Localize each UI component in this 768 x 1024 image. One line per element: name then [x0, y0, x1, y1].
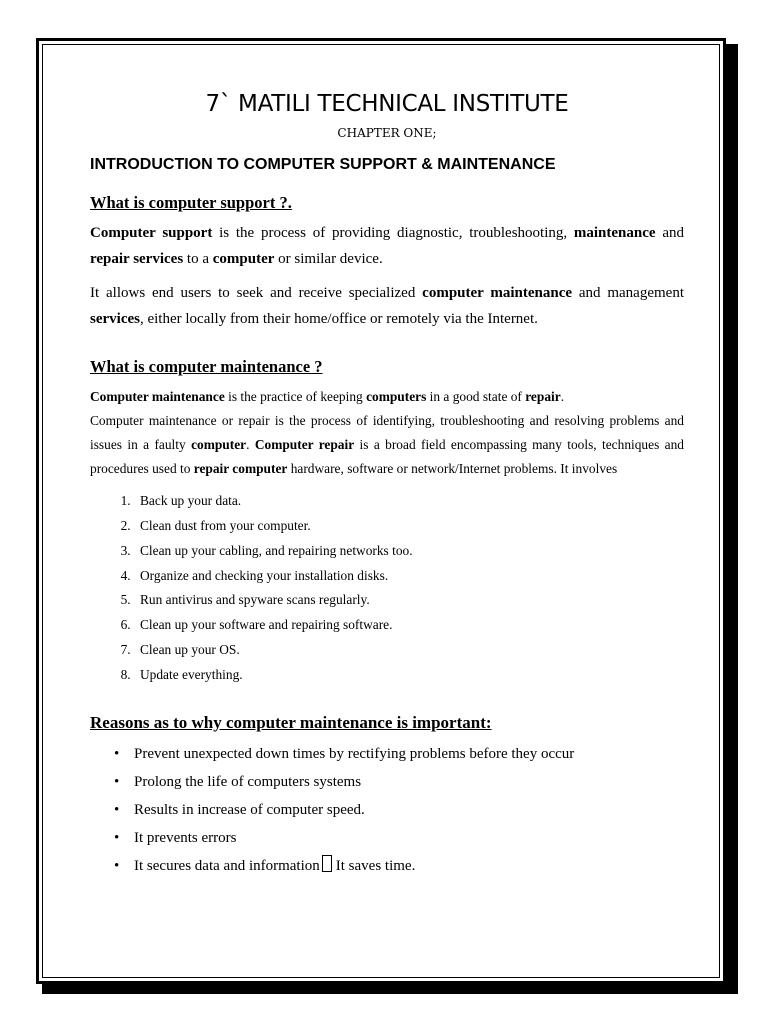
bold-text: repair services: [90, 250, 184, 267]
bold-text: computer: [212, 250, 275, 267]
bold-text: repair computer: [193, 461, 288, 477]
text: .: [246, 437, 255, 453]
list-item: • It prevents errors: [134, 824, 684, 852]
bold-text: maintenance: [573, 224, 656, 241]
list-item: • Results in increase of computer speed.: [134, 796, 684, 824]
text: and: [655, 224, 684, 241]
text: Computer maintenance or repair is the process of identifying, troubleshooting and resolving problems and issues in a faulty: [90, 413, 684, 453]
bold-text: computer: [191, 437, 247, 453]
missing-glyph-icon: [322, 855, 332, 872]
text: or similar device.: [274, 250, 383, 267]
list-item: [134, 852, 684, 880]
chapter-subtitle: CHAPTER ONE;: [337, 125, 437, 140]
list-item: 7. Clean up your OS.: [134, 638, 684, 663]
list-item: 3. Clean up your cabling, and repairing networks too.: [134, 539, 684, 564]
text: It saves time.: [335, 857, 416, 874]
chapter-heading: INTRODUCTION TO COMPUTER SUPPORT & MAINTENANCE: [90, 156, 556, 174]
maintenance-heading: What is computer maintenance ?: [90, 356, 323, 376]
list-item: 1. Back up your data.: [134, 489, 684, 514]
text: .: [560, 389, 565, 405]
support-paragraph-2: [90, 280, 684, 332]
list-item: • Prolong the life of computers systems: [134, 768, 684, 796]
document-body: [90, 90, 684, 880]
maintenance-paragraph-1: [90, 385, 684, 409]
bold-text: computer maintenance: [422, 284, 573, 301]
list-item: 5. Run antivirus and spyware scans regularly.: [134, 588, 684, 613]
bold-text: repair: [525, 389, 561, 405]
text: and management: [572, 284, 684, 301]
list-item: • Prevent unexpected down times by rectifying problems before they occur: [134, 740, 684, 768]
institute-title: 7` MATILI TECHNICAL INSTITUTE: [205, 91, 569, 117]
bold-text: services: [90, 310, 140, 327]
text: in a good state of: [426, 389, 526, 405]
maintenance-steps-list: [90, 489, 684, 687]
text: hardware, software or network/Internet problems. It involves: [287, 461, 618, 477]
text: is the process of providing diagnostic, troubleshooting,: [212, 224, 574, 241]
reasons-list: [90, 740, 684, 880]
text: is a broad field encompassing many tools, techniques and procedures used to: [90, 437, 684, 477]
bold-text: Computer maintenance: [90, 389, 225, 405]
bold-text: Computer support: [90, 224, 213, 241]
list-item: 2. Clean dust from your computer.: [134, 514, 684, 539]
list-item: 8. Update everything.: [134, 663, 684, 688]
text: is the practice of keeping: [224, 389, 367, 405]
support-heading: What is computer support ?.: [90, 193, 292, 213]
maintenance-paragraph-2: [90, 409, 684, 481]
bold-text: computers: [366, 389, 427, 405]
text: It allows end users to seek and receive specialized: [90, 284, 423, 301]
reasons-heading: Reasons as to why computer maintenance is important:: [90, 712, 492, 732]
list-item: 4. Organize and checking your installation disks.: [134, 564, 684, 589]
text: , either locally from their home/office or remotely via the Internet.: [139, 310, 538, 327]
bold-text: Computer repair: [254, 437, 355, 453]
text: It secures data and information: [134, 857, 320, 874]
support-paragraph-1: [90, 220, 684, 272]
text: to a: [183, 250, 213, 267]
list-item: 6. Clean up your software and repairing software.: [134, 613, 684, 638]
